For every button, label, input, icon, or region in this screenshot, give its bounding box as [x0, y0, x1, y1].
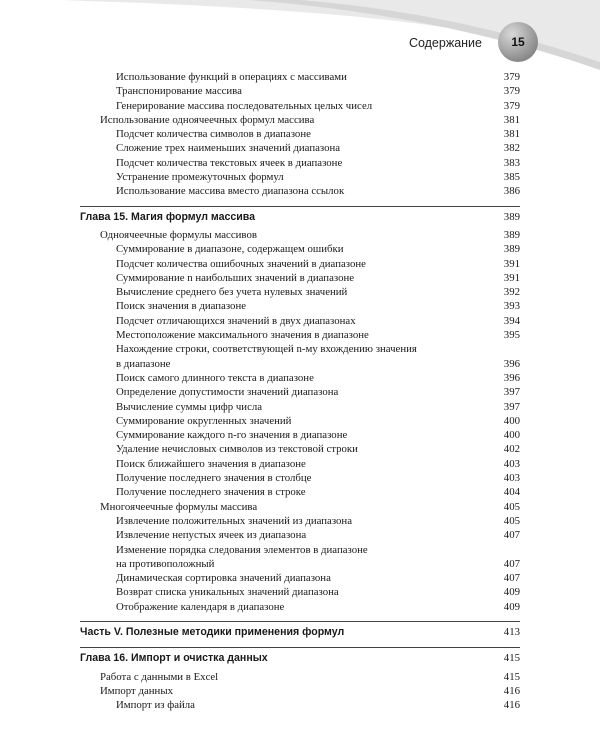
toc-entry-page: 416 [503, 699, 520, 712]
toc-entry-page: 415 [503, 670, 520, 683]
toc-entry-title: Подсчет количества символов в диапазоне [116, 128, 311, 141]
toc-entry-page: 382 [503, 142, 520, 155]
toc-entry-page: 391 [503, 257, 520, 270]
toc-entry-title: Одноячеечные формулы массивов [100, 228, 257, 241]
toc-entry-title: Использование массива вместо диапазона ссылок [116, 185, 345, 198]
toc-entry[interactable] [80, 84, 520, 98]
toc-entry[interactable] [80, 428, 520, 442]
toc-entry-title: Нахождение строки, соответствующей n-му вхождению значения [116, 343, 417, 356]
toc-entry-page: 379 [503, 99, 520, 112]
toc-entry-page: 383 [503, 156, 520, 169]
toc-entry-page: 392 [503, 286, 520, 299]
toc-entry[interactable] [80, 141, 520, 155]
toc-entry-page: 405 [503, 514, 520, 527]
toc-entry[interactable] [80, 285, 520, 299]
toc-entry-title: Определение допустимости значений диапазона [116, 386, 339, 399]
toc-entry[interactable] [80, 571, 520, 585]
toc-entry[interactable] [80, 184, 520, 198]
toc-entry-page: 397 [503, 400, 520, 413]
toc-entry[interactable] [80, 585, 520, 599]
toc-entry-page: 396 [503, 357, 520, 370]
toc-entry-title: Подсчет количества ошибочных значений в диапазоне [116, 257, 366, 270]
toc-entry-title: Использование функций в операциях с массивами [116, 71, 347, 83]
toc-entry-title: Сложение трех наименьших значений диапазона [116, 142, 341, 155]
toc-entry[interactable] [80, 500, 520, 514]
toc-entry-page: 391 [503, 271, 520, 284]
toc-entry-title: Поиск ближайшего значения в диапазоне [116, 457, 306, 470]
toc-entry-title: на противоположный [116, 557, 215, 570]
toc-entry[interactable] [80, 357, 520, 371]
toc-entry-title: в диапазоне [116, 357, 171, 370]
toc-entry-title: Работа с данными в Excel [100, 670, 219, 683]
toc-entry-title: Подсчет количества текстовых ячеек в диапазоне [116, 156, 343, 169]
toc-entry[interactable] [80, 299, 520, 313]
toc-entry-page: 394 [503, 314, 520, 327]
toc-entry-page: 404 [503, 486, 520, 499]
toc-chapter-entry[interactable] [80, 206, 520, 228]
page-number-badge: 15 [498, 22, 538, 62]
toc-entry[interactable] [80, 385, 520, 399]
toc-entry-page: 397 [503, 386, 520, 399]
toc-entry[interactable] [80, 170, 520, 184]
toc-entry[interactable] [80, 442, 520, 456]
toc-entry-page: 403 [503, 457, 520, 470]
toc-entry[interactable] [80, 684, 520, 698]
toc-entry-title: Извлечение положительных значений из диапазона [116, 514, 353, 527]
toc-entry[interactable] [80, 242, 520, 256]
toc-entry-title: Использование одноячеечных формул массива [100, 113, 315, 126]
toc-entry-page: 379 [503, 71, 520, 83]
toc-entry-page: 385 [503, 171, 520, 184]
toc-entry[interactable] [80, 414, 520, 428]
toc-entry[interactable] [80, 271, 520, 285]
toc-entry[interactable] [80, 371, 520, 385]
toc-entry-page: 389 [503, 228, 520, 241]
toc-entry-title: Изменение порядка следования элементов в диапазоне [116, 543, 368, 556]
toc-entry-page: 379 [503, 85, 520, 98]
toc-entry-title: Получение последнего значения в строке [116, 486, 306, 499]
toc-entry-page: 400 [503, 429, 520, 442]
toc-entry-page: 386 [503, 185, 520, 198]
toc-entry-title: Подсчет отличающихся значений в двух диапазонах [116, 314, 356, 327]
toc-entry-title: Вычисление среднего без учета нулевых значений [116, 286, 348, 299]
toc-entry-title: Глава 16. Импорт и очистка данных [80, 652, 268, 665]
toc-entry-page: 389 [503, 210, 520, 223]
toc-entry[interactable] [80, 127, 520, 141]
toc-entry-page: 402 [503, 443, 520, 456]
toc-entry-title: Получение последнего значения в столбце [116, 472, 312, 485]
toc-entry[interactable] [80, 99, 520, 113]
toc-entry-title: Глава 15. Магия формул массива [80, 210, 256, 223]
toc-entry-title: Суммирование каждого n-го значения в диапазоне [116, 429, 348, 442]
toc-entry-title: Поиск самого длинного текста в диапазоне [116, 371, 314, 384]
toc-entry-title: Суммирование n наибольших значений в диапазоне [116, 271, 355, 284]
toc-entry-page: 396 [503, 371, 520, 384]
toc-entry[interactable] [80, 70, 520, 84]
toc-entry-page: 381 [503, 113, 520, 126]
toc-entry-title: Возврат списка уникальных значений диапазона [116, 586, 339, 599]
toc-entry-title: Многоячеечные формулы массива [100, 500, 258, 513]
toc-entry-page: 400 [503, 414, 520, 427]
toc-entry-page: 393 [503, 300, 520, 313]
toc-entry[interactable] [80, 314, 520, 328]
toc-entry-page: 413 [503, 625, 520, 638]
toc-entry-title: Вычисление суммы цифр числа [116, 400, 263, 413]
toc-entry[interactable] [80, 600, 520, 614]
toc-entry[interactable] [80, 457, 520, 471]
toc-entry-page: 415 [503, 652, 520, 665]
toc-entry-title: Отображение календаря в диапазоне [116, 600, 285, 613]
toc-entry-title: Транспонирование массива [116, 85, 242, 98]
toc-entry-title: Извлечение непустых ячеек из диапазона [116, 529, 307, 542]
toc-entry-title: Импорт данных [100, 684, 173, 697]
toc-entry-title: Поиск значения в диапазоне [116, 300, 247, 313]
toc-entry[interactable] [80, 698, 520, 712]
toc-entry[interactable] [80, 156, 520, 170]
toc-entry[interactable] [80, 228, 520, 242]
toc-entry-title: Импорт из файла [116, 699, 195, 712]
toc-entry-title: Динамическая сортировка значений диапазона [116, 572, 331, 585]
toc-entry[interactable] [80, 113, 520, 127]
toc-entry-page: 407 [503, 572, 520, 585]
toc-entry[interactable] [80, 471, 520, 485]
toc-entry-page: 381 [503, 128, 520, 141]
toc-entry-title: Часть V. Полезные методики применения формул [80, 625, 345, 638]
toc-entry[interactable] [80, 485, 520, 499]
toc-entry-page: 409 [503, 600, 520, 613]
toc-entry-page: 403 [503, 472, 520, 485]
table-of-contents [80, 70, 520, 712]
toc-entry-title: Устранение промежуточных формул [116, 171, 284, 184]
toc-entry[interactable] [80, 528, 520, 542]
toc-entry[interactable] [80, 257, 520, 271]
toc-entry[interactable] [80, 557, 520, 571]
toc-entry-page: 405 [503, 500, 520, 513]
toc-entry-title: Суммирование округленных значений [116, 414, 292, 427]
toc-entry-page: 407 [503, 557, 520, 570]
toc-chapter-entry[interactable] [80, 647, 520, 669]
toc-entry[interactable] [80, 670, 520, 684]
toc-entry[interactable] [80, 328, 520, 342]
running-header-title: Содержание [408, 36, 482, 50]
toc-entry-title: Удаление нечисловых символов из текстовой строки [116, 443, 358, 456]
toc-entry-title: Местоположение максимального значения в диапазоне [116, 329, 369, 342]
toc-entry-page: 395 [503, 329, 520, 342]
toc-entry-page: 407 [503, 529, 520, 542]
toc-entry-title: Генерирование массива последовательных целых чисел [116, 99, 373, 112]
toc-chapter-entry[interactable] [80, 621, 520, 643]
toc-entry-page: 409 [503, 586, 520, 599]
toc-entry[interactable] [80, 342, 520, 356]
toc-entry[interactable] [80, 514, 520, 528]
toc-entry[interactable] [80, 543, 520, 557]
toc-entry-page: 389 [503, 243, 520, 256]
toc-entry[interactable] [80, 400, 520, 414]
toc-entry-page: 416 [503, 684, 520, 697]
toc-entry-title: Суммирование в диапазоне, содержащем ошибки [116, 243, 344, 256]
